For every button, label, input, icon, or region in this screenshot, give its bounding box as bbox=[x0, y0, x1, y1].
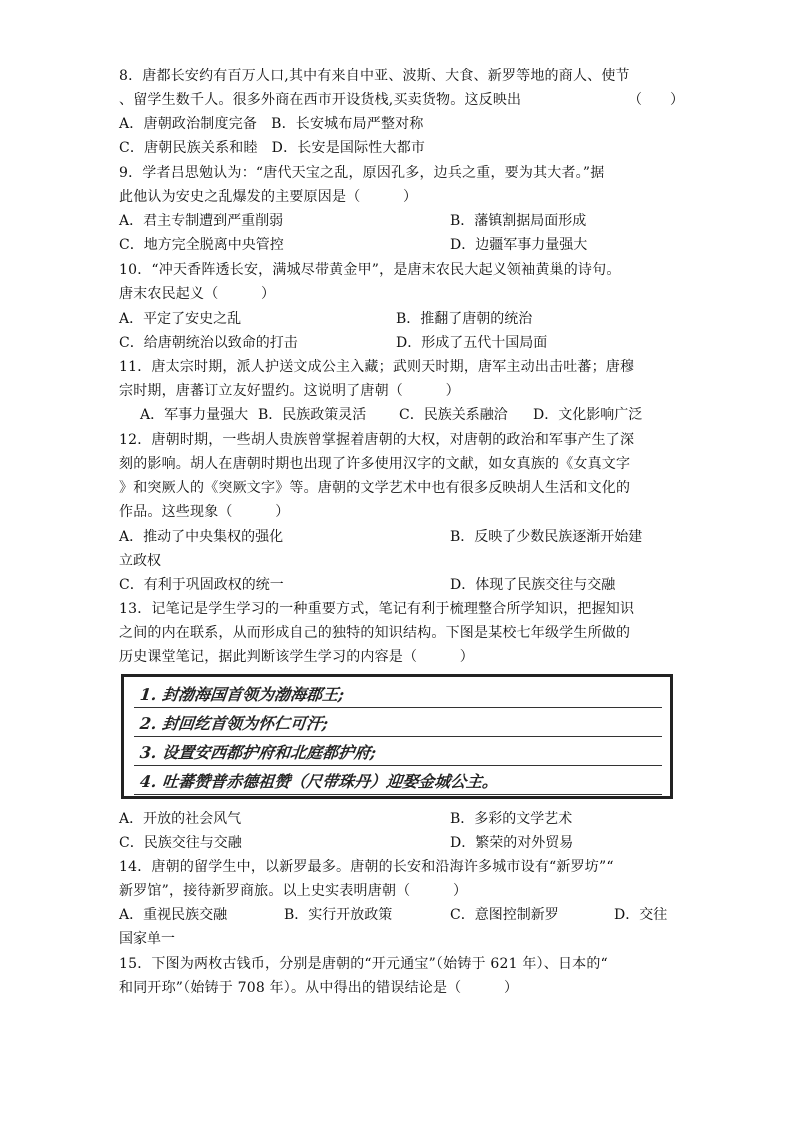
q10-stem-line1: 10．“冲天香阵透长安，满城尽带黄金甲”，是唐末农民大起义领袖黄巢的诗句。 bbox=[119, 262, 621, 278]
q14-stem-line1: 14．唐朝的留学生中，以新罗最多。唐朝的长安和沿海许多城市设有“新罗坊”“ bbox=[119, 859, 614, 875]
q11-option-a[interactable]: A．军事力量强大 bbox=[140, 407, 249, 423]
q10-option-d[interactable]: D．形成了五代十国局面 bbox=[396, 335, 548, 351]
q13-stem-line1: 13．记笔记是学生学习的一种重要方式，笔记有利于梳理整合所学知识，把握知识 bbox=[119, 601, 635, 617]
q12-stem-line3: 》和突厥人的《突厥文字》等。唐朝的文学艺术中也有很多反映胡人生活和文化的 bbox=[119, 480, 631, 496]
q10-option-c[interactable]: C．给唐朝统治以致命的打击 bbox=[119, 335, 298, 351]
q13-option-a[interactable]: A．开放的社会风气 bbox=[119, 811, 242, 827]
q9-option-d[interactable]: D．边疆军事力量强大 bbox=[450, 237, 588, 253]
note-line bbox=[134, 679, 662, 708]
q8-stem-line1: 8．唐都长安约有百万人口,其中有来自中亚、波斯、大食、新罗等地的商人、使节 bbox=[119, 68, 630, 84]
q12-option-b[interactable]: B．反映了少数民族逐渐开始建 bbox=[450, 529, 643, 545]
q12-option-a[interactable]: A．推动了中央集权的强化 bbox=[119, 529, 284, 545]
q15-stem-line1: 15．下图为两枚古钱币，分别是唐朝的“开元通宝”（始铸于 621 年）、日本的“ bbox=[119, 956, 608, 972]
q8-option-row1 bbox=[119, 112, 424, 136]
q10-option-b[interactable]: B．推翻了唐朝的统治 bbox=[396, 311, 533, 327]
q13-stem-line2: 之间的内在联系，从而形成自己的独特的知识结构。下图是某校七年级学生所做的 bbox=[119, 625, 631, 641]
q11-option-d[interactable]: D．文化影响广泛 bbox=[533, 407, 643, 423]
q10-option-a[interactable]: A．平定了安史之乱 bbox=[119, 311, 242, 327]
note-text: 3. 设置安西都护府和北庭都护府; bbox=[138, 743, 378, 762]
q13-option-d[interactable]: D．繁荣的对外贸易 bbox=[450, 835, 574, 851]
q14-option-b[interactable]: B．实行开放政策 bbox=[284, 907, 393, 923]
q14-option-d-cont: 国家单一 bbox=[119, 931, 175, 947]
note-text: 4. 吐蕃赞普赤德祖赞（尺带珠丹）迎娶金城公主。 bbox=[138, 772, 500, 791]
note-line bbox=[134, 708, 662, 737]
q14-option-c[interactable]: C．意图控制新罗 bbox=[450, 907, 559, 923]
q9-option-a[interactable]: A．君主专制遭到严重削弱 bbox=[119, 213, 284, 229]
q9-stem-line1: 9．学者吕思勉认为：“唐代天宝之乱，原因孔多，边兵之重，要为其大者。”据 bbox=[119, 165, 605, 181]
q11-stem-line2: 宗时期，唐蕃订立友好盟约。这说明了唐朝（ ） bbox=[119, 383, 460, 399]
q12-option-c[interactable]: C．有利于巩固政权的统一 bbox=[119, 577, 284, 593]
q12-stem-line2: 刻的影响。胡人在唐朝时期也出现了许多使用汉字的文献，如女真族的《女真文字 bbox=[119, 456, 631, 472]
q11-option-b[interactable]: B．民族政策灵活 bbox=[258, 407, 367, 423]
q13-stem-line3: 历史课堂笔记，据此判断该学生学习的内容是（ ） bbox=[119, 649, 474, 665]
q8-stem-line2: 、留学生数千人。很多外商在西市开设货栈,买卖货物。这反映出 bbox=[119, 92, 522, 108]
q9-option-c[interactable]: C．地方完全脱离中央管控 bbox=[119, 237, 284, 253]
q12-stem-line1: 12．唐朝时期，一些胡人贵族曾掌握着唐朝的大权，对唐朝的政治和军事产生了深 bbox=[119, 432, 635, 448]
note-line bbox=[134, 766, 662, 795]
q13-option-b[interactable]: B．多彩的文学艺术 bbox=[450, 811, 573, 827]
q10-stem-line2: 唐末农民起义（ ） bbox=[119, 286, 276, 302]
q8-option-a[interactable]: A．唐朝政治制度完备 bbox=[119, 116, 258, 132]
q8-answer-paren: （ ） bbox=[628, 92, 684, 108]
q9-option-b[interactable]: B．藩镇割据局面形成 bbox=[450, 213, 587, 229]
q13-option-c[interactable]: C．民族交往与交融 bbox=[119, 835, 242, 851]
q12-option-d[interactable]: D．体现了民族交往与交融 bbox=[450, 577, 616, 593]
q11-option-c[interactable]: C．民族关系融洽 bbox=[399, 407, 508, 423]
q8-option-b[interactable]: B．长安城布局严整对称 bbox=[271, 116, 424, 132]
q15-stem-line2: 和同开珎”（始铸于 708 年）。从中得出的错误结论是（ ） bbox=[119, 980, 519, 996]
q8-option-d[interactable]: D．长安是国际性大都市 bbox=[271, 140, 426, 156]
q8-option-c[interactable]: C．唐朝民族关系和睦 bbox=[119, 140, 258, 156]
q14-option-d[interactable]: D．交往 bbox=[614, 907, 668, 923]
q8-option-row2 bbox=[119, 136, 425, 160]
q11-stem-line1: 11．唐太宗时期，派人护送文成公主入藏；武则天时期，唐军主动出击吐蕃；唐穆 bbox=[119, 359, 635, 375]
handwritten-notes-image bbox=[121, 674, 673, 799]
note-line bbox=[134, 737, 662, 766]
q12-option-b-cont: 立政权 bbox=[119, 553, 161, 569]
note-text: 2. 封回纥首领为怀仁可汗; bbox=[138, 714, 330, 733]
q14-stem-line2: 新罗馆”，接待新罗商旅。以上史实表明唐朝（ ） bbox=[119, 883, 468, 899]
q12-stem-line4: 作品。这些现象（ ） bbox=[119, 504, 290, 520]
q14-option-a[interactable]: A．重视民族交融 bbox=[119, 907, 228, 923]
note-text: 1. 封渤海国首领为渤海郡王; bbox=[138, 685, 346, 704]
q9-stem-line2: 此他认为安史之乱爆发的主要原因是（ ） bbox=[119, 189, 418, 205]
